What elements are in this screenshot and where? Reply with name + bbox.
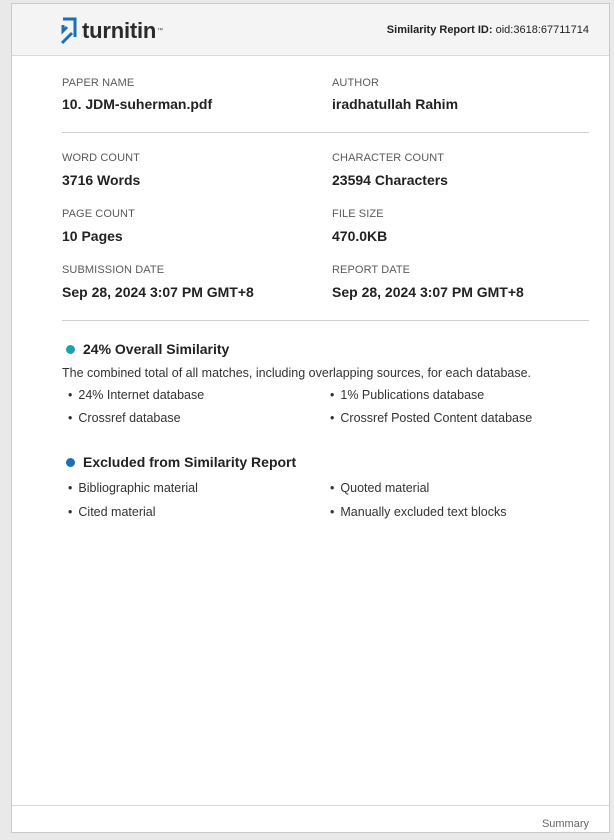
excluded-title: Excluded from Similarity Report	[83, 454, 297, 470]
word-count-value: 3716 Words	[62, 172, 141, 188]
report-date-label: REPORT DATE	[332, 264, 411, 276]
excluded-heading	[66, 454, 296, 470]
author-value: iradhatullah Rahim	[332, 96, 459, 112]
overall-similarity-title: 24% Overall Similarity	[83, 341, 230, 357]
paper-name-label: PAPER NAME	[62, 77, 135, 89]
page-count-value: 10 Pages	[62, 228, 123, 244]
character-count-value: 23594 Characters	[332, 172, 448, 188]
excluded-item: • Cited material	[68, 505, 156, 519]
file-size-label: FILE SIZE	[332, 208, 384, 220]
similarity-item: • Crossref Posted Content database	[330, 411, 532, 425]
excluded-item: • Quoted material	[330, 481, 429, 495]
excluded-dot-icon	[66, 458, 75, 467]
footer-summary: Summary	[541, 818, 589, 830]
submission-date-value: Sep 28, 2024 3:07 PM GMT+8	[62, 284, 254, 300]
divider	[62, 320, 589, 321]
submission-date-label: SUBMISSION DATE	[62, 264, 165, 276]
logo-wordmark: turnitin	[82, 18, 157, 43]
report-id-label: Similarity Report ID:	[386, 24, 493, 36]
file-size-value: 470.0KB	[332, 228, 388, 244]
word-count-label: WORD COUNT	[62, 152, 140, 164]
report-date-value: Sep 28, 2024 3:07 PM GMT+8	[332, 284, 524, 300]
divider	[62, 132, 589, 133]
similarity-item: • Crossref database	[68, 411, 181, 425]
turnitin-logo-icon	[60, 17, 78, 45]
logo-trademark: ™	[157, 28, 164, 34]
report-page	[11, 3, 610, 833]
paper-name-value: 10. JDM-suherman.pdf	[62, 96, 213, 112]
similarity-description: The combined total of all matches, including overlapping sources, for each database.	[62, 366, 532, 380]
report-header	[12, 4, 609, 56]
similarity-item: • 1% Publications database	[330, 388, 484, 402]
overall-similarity-heading	[66, 341, 229, 357]
excluded-item: • Manually excluded text blocks	[330, 505, 506, 519]
similarity-dot-icon	[66, 345, 75, 354]
page-count-label: PAGE COUNT	[62, 208, 135, 220]
report-id-value: oid:3618:67711714	[495, 24, 589, 36]
turnitin-logo	[60, 15, 163, 47]
report-id	[387, 24, 589, 36]
character-count-label: CHARACTER COUNT	[332, 152, 445, 164]
excluded-item: • Bibliographic material	[68, 481, 198, 495]
similarity-item: • 24% Internet database	[68, 388, 204, 402]
author-label: AUTHOR	[332, 77, 380, 89]
footer-divider	[12, 805, 609, 806]
